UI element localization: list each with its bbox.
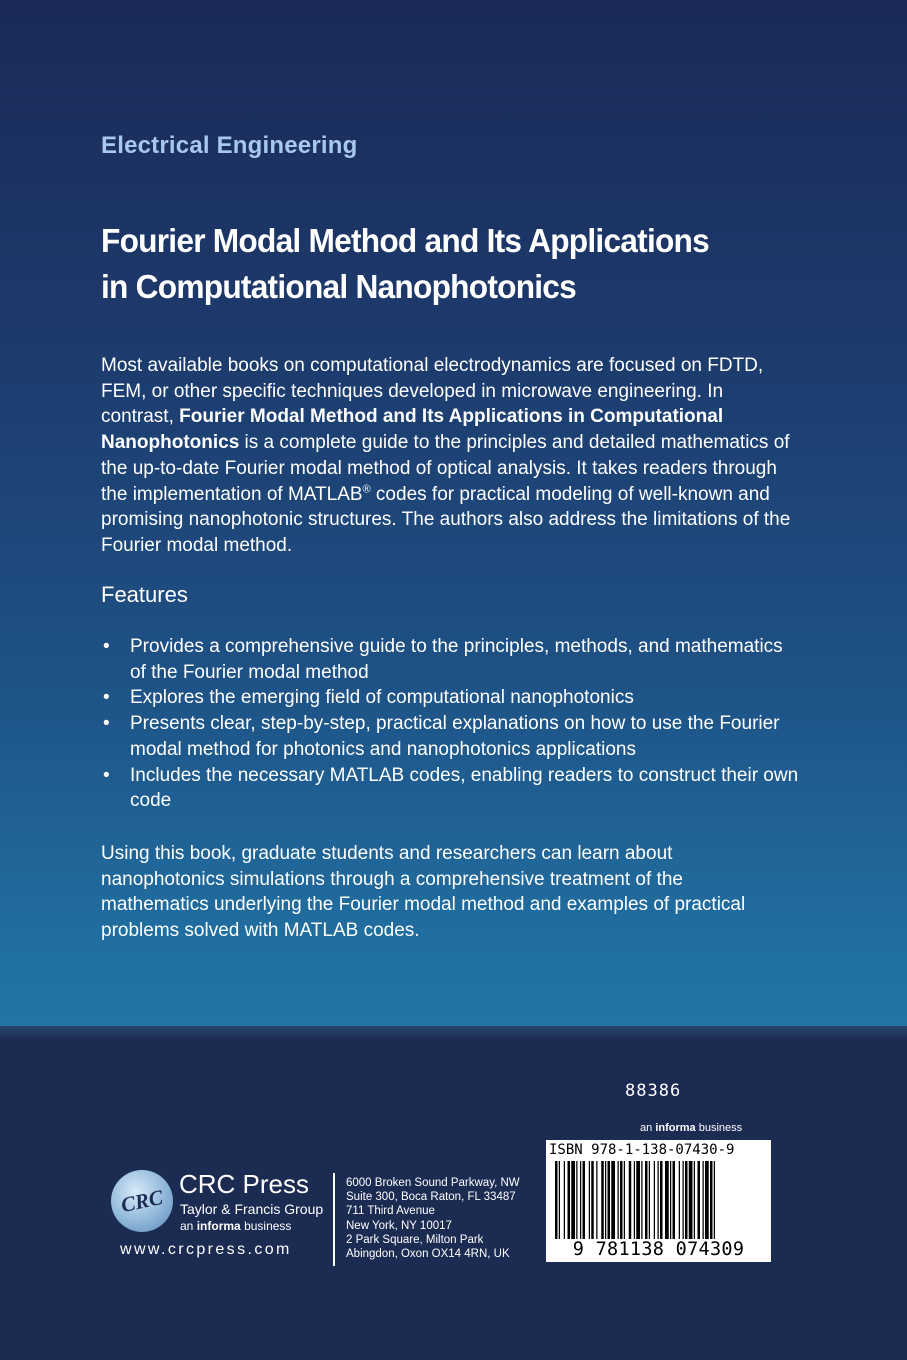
- barcode-bar: [679, 1161, 680, 1241]
- barcode-bar: [698, 1161, 701, 1241]
- publisher-group: Taylor & Francis Group: [180, 1201, 324, 1217]
- registered-mark: ®: [362, 483, 371, 496]
- barcode-bar: [624, 1161, 625, 1241]
- barcode-bar: [660, 1161, 663, 1241]
- barcode-bar: [703, 1161, 704, 1241]
- footer-divider-band: [0, 1026, 907, 1040]
- barcode-bar: [645, 1161, 648, 1241]
- publisher-informa-suffix: business: [244, 1219, 292, 1233]
- publisher-website[interactable]: www.crcpress.com: [120, 1241, 292, 1258]
- description: [101, 353, 791, 559]
- barcode-bar: [571, 1161, 575, 1241]
- publisher-addresses: [346, 1176, 520, 1261]
- barcode-bar: [564, 1161, 565, 1241]
- barcode-bar: [605, 1161, 606, 1241]
- feature-item: • Presents clear, step-by-step, practical explanations on how to use the Fourier modal method for photonics and nanophotonics applications: [101, 711, 801, 762]
- description-part-2: is a complete guide to the principles and detailed mathematics of the up-to-date Fourier modal method of optical analysis. It takes readers through the implementation of MATLAB: [101, 432, 790, 505]
- description-part-3: codes for practical modeling of well-known and promising nanophotonic structures. The authors also address the limitations of the Fourier modal method.: [101, 483, 791, 556]
- barcode-bar: [580, 1161, 581, 1241]
- barcode-bar: [596, 1161, 597, 1241]
- publisher-informa-tagline: [180, 1219, 291, 1233]
- address-line: New York, NY 10017: [346, 1219, 452, 1232]
- barcode-number: 9 781138 074309: [546, 1239, 771, 1261]
- informa-suffix: business: [698, 1122, 743, 1134]
- barcode-bar: [618, 1161, 619, 1241]
- features-heading: Features: [101, 582, 188, 607]
- publisher-informa-prefix: an: [180, 1219, 194, 1233]
- barcode-bar: [689, 1161, 693, 1241]
- barcode-bar: [634, 1161, 635, 1241]
- feature-item: • Explores the emerging field of computational nanophotonics: [101, 685, 801, 711]
- barcode-bar: [683, 1161, 684, 1241]
- barcode-bar: [641, 1161, 642, 1241]
- barcode-bar: [608, 1161, 611, 1241]
- features-list: [101, 634, 801, 814]
- description-bold-title: Fourier Modal Method and Its Applications in Computational Nanophotonics: [101, 406, 724, 454]
- informa-prefix: an: [640, 1122, 653, 1134]
- barcode-bar: [658, 1161, 659, 1241]
- barcode-bar: [611, 1161, 615, 1241]
- closing-paragraph: Using this book, graduate students and researchers can learn about nanophotonics simulations through a comprehensive treatment of the mathematics underlying the Fourier modal method and examples of practical problems solved with MATLAB codes.: [101, 843, 746, 942]
- crc-logo-text: CRC: [118, 1184, 165, 1218]
- address-divider: [333, 1173, 335, 1266]
- informa-bold: informa: [655, 1122, 696, 1134]
- description-part-1: Most available books on computational electrodynamics are focused on FDTD, FEM, or other specific techniques developed in microwave engineering. In contrast,: [101, 355, 764, 428]
- address-line: Abingdon, Oxon OX14 4RN, UK: [346, 1248, 510, 1261]
- address-line: Suite 300, Boca Raton, FL 33487: [346, 1191, 516, 1204]
- barcode-bar: [629, 1161, 632, 1241]
- barcode-bar: [589, 1161, 590, 1241]
- barcode-bar: [714, 1161, 715, 1241]
- barcode-bar: [665, 1161, 669, 1241]
- barcode-bar: [559, 1161, 560, 1241]
- feature-item: • Provides a comprehensive guide to the principles, methods, and mathematics of the Fourier modal method: [101, 634, 801, 685]
- barcode-bar: [673, 1161, 676, 1241]
- barcode-bar: [601, 1161, 604, 1241]
- barcode-bar: [649, 1161, 650, 1241]
- book-title-line-2: in Computational Nanophotonics: [101, 268, 577, 305]
- barcode-bar: [636, 1161, 640, 1241]
- feature-item: • Includes the necessary MATLAB codes, enabling readers to construct their own code: [101, 763, 801, 814]
- category-label: Electrical Engineering: [101, 132, 358, 159]
- address-line: 711 Third Avenue: [346, 1205, 435, 1218]
- barcode-bar: [685, 1161, 688, 1241]
- barcode-bar: [670, 1161, 671, 1241]
- barcode-bar: [620, 1161, 623, 1241]
- barcode-icon: [555, 1161, 767, 1241]
- book-title: [101, 218, 792, 310]
- barcode-bar: [583, 1161, 586, 1241]
- book-title-line-1: Fourier Modal Method and Its Applications: [101, 222, 709, 259]
- crc-logo: [111, 1170, 173, 1232]
- barcode-bar: [705, 1161, 709, 1241]
- barcode-bar: [576, 1161, 577, 1241]
- publisher-informa-bold: informa: [196, 1219, 241, 1233]
- barcode-bar: [591, 1161, 594, 1241]
- barcode-bar: [694, 1161, 695, 1241]
- address-line: 2 Park Square, Milton Park: [346, 1233, 484, 1246]
- publisher-name: CRC Press: [179, 1169, 310, 1199]
- informa-business-tagline: [640, 1122, 742, 1134]
- catalog-number: 88386: [625, 1081, 682, 1101]
- barcode-bar: [654, 1161, 655, 1241]
- barcode-bar: [568, 1161, 571, 1241]
- barcode-bar: [555, 1161, 558, 1241]
- barcode-bar: [710, 1161, 713, 1241]
- isbn-label: ISBN 978-1-138-07430-9: [549, 1142, 735, 1158]
- address-line: 6000 Broken Sound Parkway, NW: [346, 1177, 520, 1189]
